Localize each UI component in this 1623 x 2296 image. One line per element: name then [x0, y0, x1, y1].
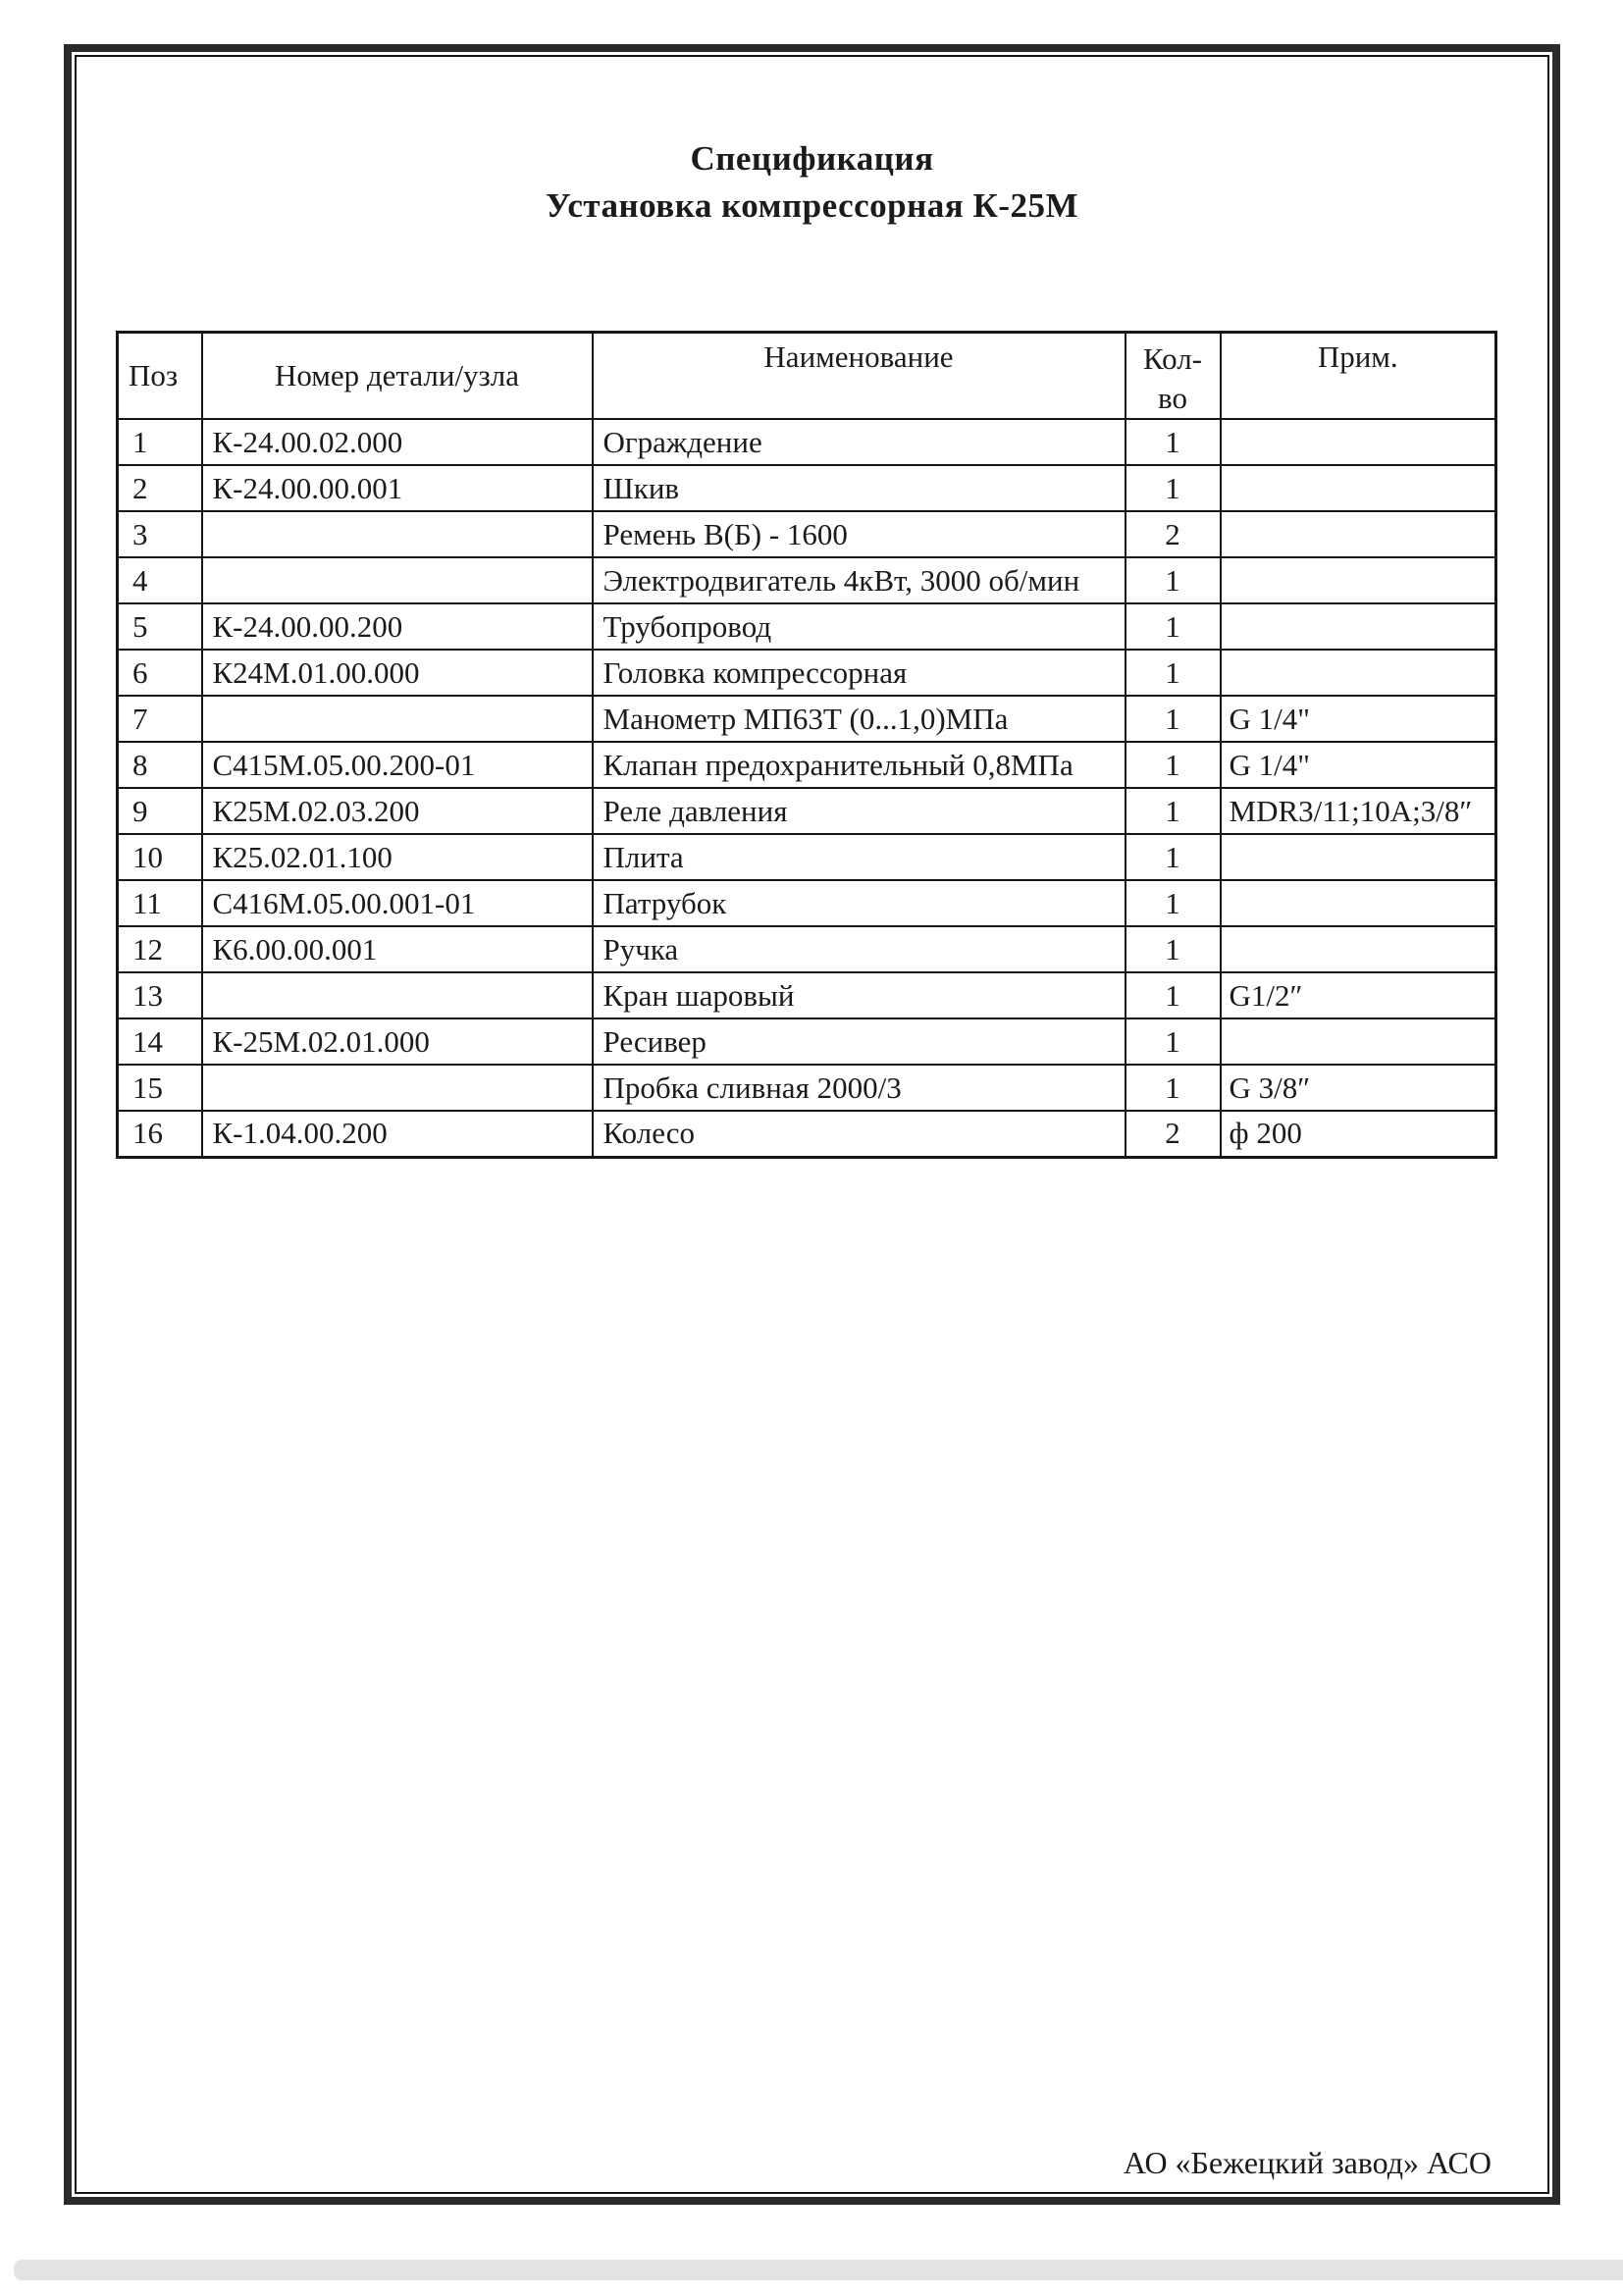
header-note: Прим.	[1221, 333, 1496, 420]
cell-part-number	[202, 511, 593, 557]
table-row	[118, 788, 1496, 834]
table-header	[118, 333, 1496, 420]
header-qty-line1: Кол-	[1142, 341, 1203, 376]
cell-qty: 1	[1126, 1065, 1221, 1111]
cell-name: Кран шаровый	[593, 972, 1126, 1018]
table-body	[118, 419, 1496, 1157]
cell-name: Колесо	[593, 1111, 1126, 1157]
cell-qty: 2	[1126, 511, 1221, 557]
cell-pos: 8	[118, 742, 202, 788]
cell-pos: 2	[118, 465, 202, 511]
cell-part-number: К-24.00.00.001	[202, 465, 593, 511]
table-row	[118, 972, 1496, 1018]
document-subtitle: Установка компрессорная К-25М	[545, 186, 1079, 225]
cell-name: Шкив	[593, 465, 1126, 511]
cell-part-number: С416М.05.00.001-01	[202, 880, 593, 926]
cell-pos: 6	[118, 650, 202, 696]
cell-qty: 1	[1126, 1018, 1221, 1065]
cell-pos: 13	[118, 972, 202, 1018]
cell-name: Ручка	[593, 926, 1126, 972]
cell-pos: 9	[118, 788, 202, 834]
cell-part-number: К-24.00.02.000	[202, 419, 593, 465]
cell-qty: 1	[1126, 788, 1221, 834]
cell-note	[1221, 926, 1496, 972]
cell-pos: 16	[118, 1111, 202, 1157]
cell-name: Электродвигатель 4кВт, 3000 об/мин	[593, 557, 1126, 603]
cell-pos: 10	[118, 834, 202, 880]
cell-part-number	[202, 1065, 593, 1111]
cell-note: ф 200	[1221, 1111, 1496, 1157]
cell-pos: 7	[118, 696, 202, 742]
cell-pos: 4	[118, 557, 202, 603]
header-qty-line2: во	[1158, 381, 1187, 415]
cell-part-number	[202, 696, 593, 742]
table-row	[118, 419, 1496, 465]
header-name: Наименование	[593, 333, 1126, 420]
cell-note	[1221, 834, 1496, 880]
cell-note	[1221, 880, 1496, 926]
cell-part-number	[202, 972, 593, 1018]
cell-part-number	[202, 557, 593, 603]
cell-note	[1221, 419, 1496, 465]
cell-pos: 5	[118, 603, 202, 650]
table-row	[118, 1065, 1496, 1111]
footer-company: АО «Бежецкий завод» АСО	[1123, 2145, 1492, 2180]
cell-qty: 1	[1126, 834, 1221, 880]
table-row	[118, 1111, 1496, 1157]
cell-pos: 11	[118, 880, 202, 926]
table-row	[118, 1018, 1496, 1065]
cell-part-number: К-25М.02.01.000	[202, 1018, 593, 1065]
header-part-number: Номер детали/узла	[202, 333, 593, 420]
header-qty	[1126, 333, 1221, 420]
cell-qty: 1	[1126, 696, 1221, 742]
cell-pos: 15	[118, 1065, 202, 1111]
table-row	[118, 557, 1496, 603]
table-row	[118, 696, 1496, 742]
cell-note	[1221, 603, 1496, 650]
document-title: Спецификация	[690, 139, 934, 178]
table-row	[118, 511, 1496, 557]
cell-part-number: С415М.05.00.200-01	[202, 742, 593, 788]
cell-part-number: К25.02.01.100	[202, 834, 593, 880]
cell-name: Трубопровод	[593, 603, 1126, 650]
cell-name: Реле давления	[593, 788, 1126, 834]
cell-name: Ресивер	[593, 1018, 1126, 1065]
cell-part-number: К25М.02.03.200	[202, 788, 593, 834]
cell-name: Пробка сливная 2000/3	[593, 1065, 1126, 1111]
cell-note: G 1/4"	[1221, 742, 1496, 788]
cell-note: MDR3/11;10А;3/8″	[1221, 788, 1496, 834]
cell-qty: 2	[1126, 1111, 1221, 1157]
cell-note: G 1/4"	[1221, 696, 1496, 742]
table-row	[118, 880, 1496, 926]
cell-name: Патрубок	[593, 880, 1126, 926]
table-header-row	[118, 333, 1496, 420]
cell-qty: 1	[1126, 419, 1221, 465]
cell-name: Плита	[593, 834, 1126, 880]
cell-qty: 1	[1126, 603, 1221, 650]
scan-artifact-bar	[14, 2260, 1623, 2280]
table-row	[118, 926, 1496, 972]
cell-note	[1221, 1018, 1496, 1065]
table-row	[118, 465, 1496, 511]
specification-table	[116, 331, 1497, 1159]
cell-qty: 1	[1126, 972, 1221, 1018]
cell-pos: 14	[118, 1018, 202, 1065]
cell-qty: 1	[1126, 880, 1221, 926]
cell-note: G 3/8″	[1221, 1065, 1496, 1111]
cell-pos: 12	[118, 926, 202, 972]
cell-note	[1221, 557, 1496, 603]
cell-pos: 3	[118, 511, 202, 557]
cell-note	[1221, 511, 1496, 557]
cell-qty: 1	[1126, 465, 1221, 511]
cell-name: Клапан предохранительный 0,8МПа	[593, 742, 1126, 788]
table-row	[118, 603, 1496, 650]
cell-qty: 1	[1126, 926, 1221, 972]
cell-note	[1221, 465, 1496, 511]
cell-note	[1221, 650, 1496, 696]
cell-qty: 1	[1126, 557, 1221, 603]
cell-note: G1/2″	[1221, 972, 1496, 1018]
cell-qty: 1	[1126, 742, 1221, 788]
cell-name: Ограждение	[593, 419, 1126, 465]
table-row	[118, 650, 1496, 696]
cell-part-number: К6.00.00.001	[202, 926, 593, 972]
table-row	[118, 742, 1496, 788]
cell-name: Ремень В(Б) - 1600	[593, 511, 1126, 557]
table-row	[118, 834, 1496, 880]
cell-pos: 1	[118, 419, 202, 465]
cell-name: Манометр МП63Т (0...1,0)МПа	[593, 696, 1126, 742]
cell-part-number: К-1.04.00.200	[202, 1111, 593, 1157]
header-pos: Поз	[118, 333, 202, 420]
cell-qty: 1	[1126, 650, 1221, 696]
cell-part-number: К24М.01.00.000	[202, 650, 593, 696]
cell-name: Головка компрессорная	[593, 650, 1126, 696]
cell-part-number: К-24.00.00.200	[202, 603, 593, 650]
